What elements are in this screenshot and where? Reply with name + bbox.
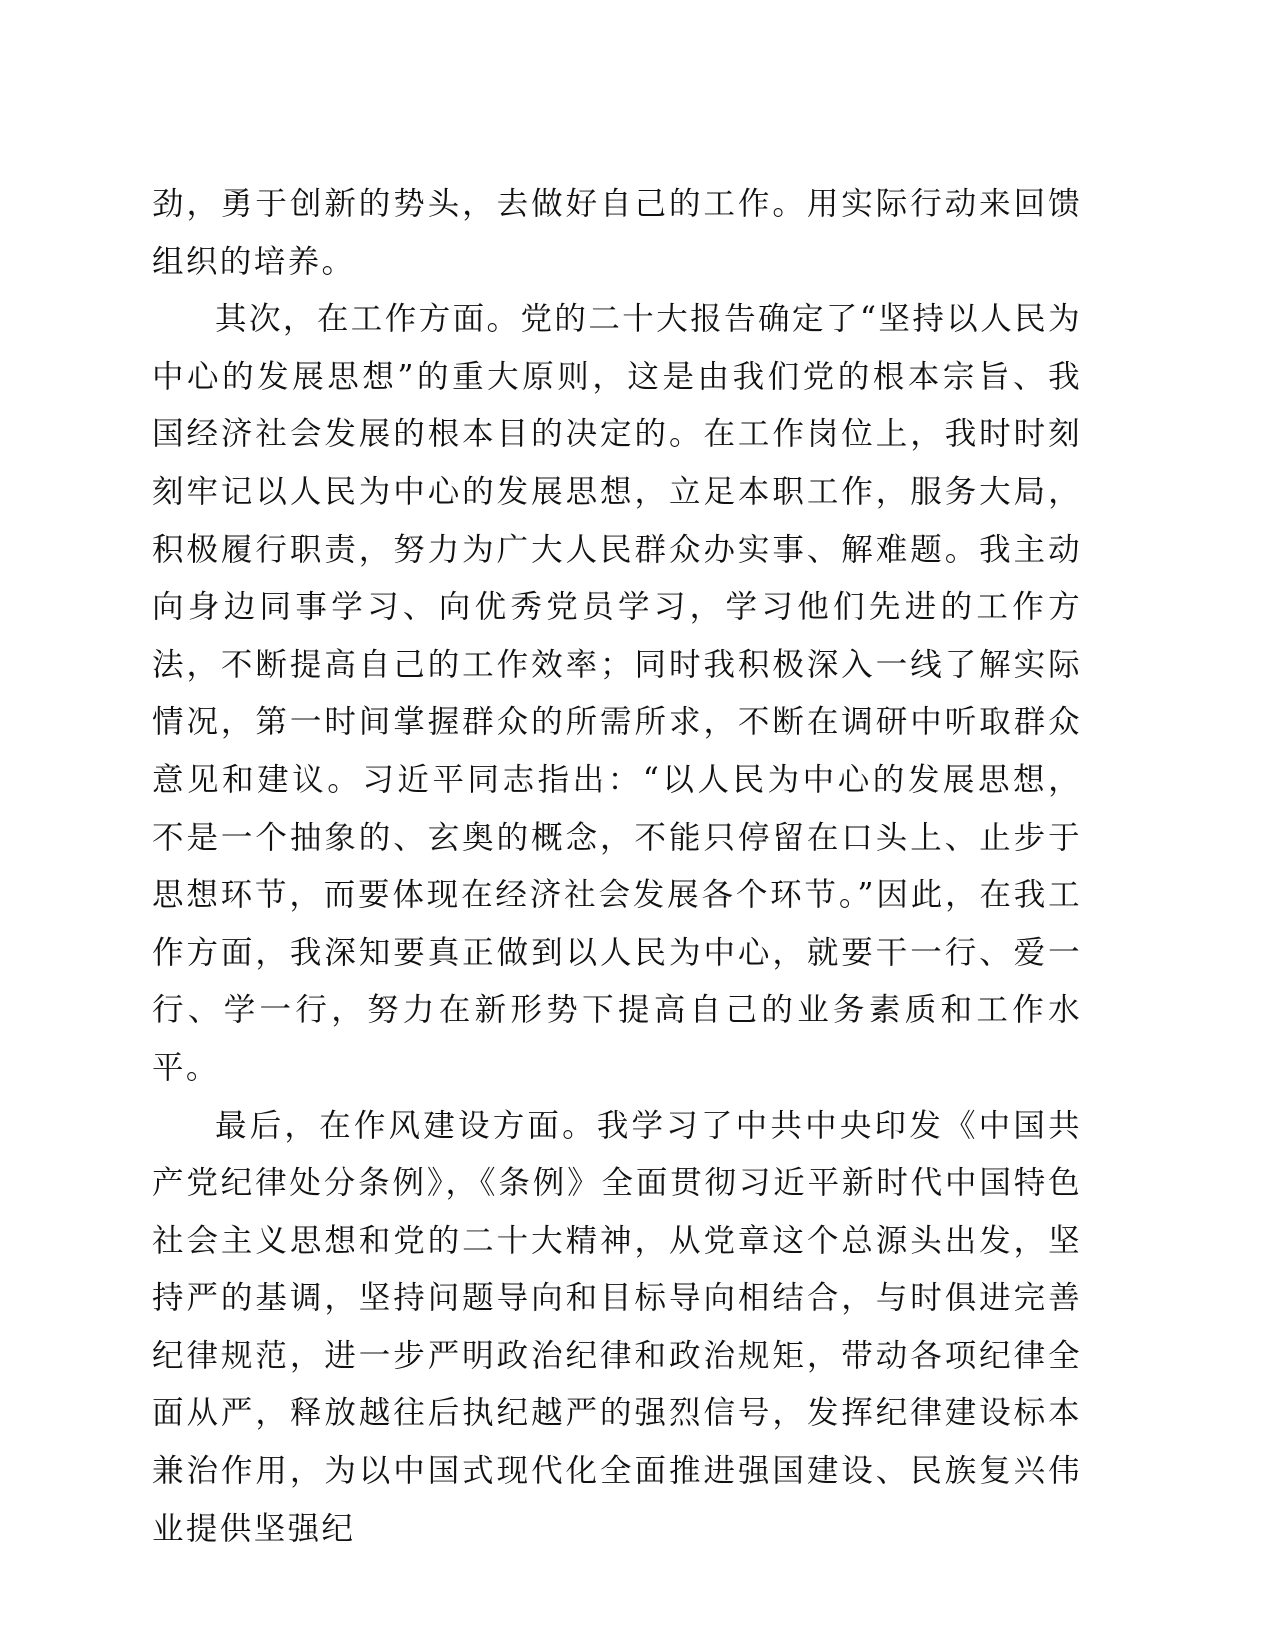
paragraph-work: 其次，在工作方面。党的二十大报告确定了“坚持以人民为中心的发展思想”的重大原则，这是由我们党的根本宗旨、我国经济社会发展的根本目的决定的。在工作岗位上，我时时刻刻牢记以人民为中心的发展思想，立足本职工作，服务大局，积极履行职责，努力为广大人民群众办实事、解难题。我主动向身边同事学习、向优秀党员学习，学习他们先进的工作方法，不断提高自己的工作效率；同时我积极深入一线了解实际情况，第一时间掌握群众的所需所求，不断在调研中听取群众意见和建议。习近平同志指出：“以人民为中心的发展思想，不是一个抽象的、玄奥的概念，不能只停留在口头上、止步于思想环节，而要体现在经济社会发展各个环节。”因此，在我工作方面，我深知要真正做到以人民为中心，就要干一行、爱一行、学一行，努力在新形势下提高自己的业务素质和工作水平。 <box>152 301 1082 1086</box>
paragraph-style: 最后，在作风建设方面。我学习了中共中央印发《中国共产党纪律处分条例》，《条例》全面贯彻习近平新时代中国特色社会主义思想和党的二十大精神，从党章这个总源头出发，坚持严的基调，坚持问题导向和目标导向相结合，与时俱进完善纪律规范，进一步严明政治纪律和政治规矩，带动各项纪律全面从严，释放越往后执纪越严的强烈信号，发挥纪律建设标本兼治作用，为以中国式现代化全面推进强国建设、民族复兴伟业提供坚强纪 <box>152 1107 1082 1547</box>
paragraph-continued: 劲，勇于创新的势头，去做好自己的工作。用实际行动来回馈组织的培养。 <box>152 186 1082 280</box>
document-body <box>152 176 1082 1558</box>
